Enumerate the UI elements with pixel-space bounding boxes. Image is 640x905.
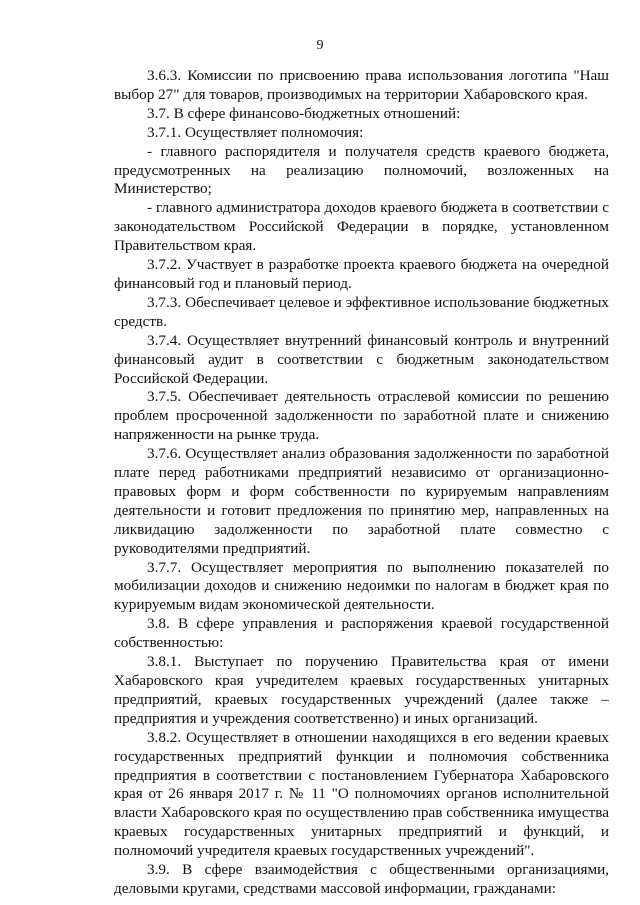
paragraph-3-7-4: 3.7.4. Осуществляет внутренний финансовый контроль и внутренний финансовый аудит в соответствии с бюджетным законодательством Российской Федерации. [114,331,609,387]
paragraph-3-8-2: 3.8.2. Осуществляет в отношении находящихся в его ведении краевых государственных предприятий функции и полномочия собственника предприятия в соответствии с постановлением Губернатора Хабаровского края от 26 января 2017 г. № 11 "О полномочиях органов исполнительной власти Хабаровского края по осуществлению прав собственника имущества краевых государственных унитарных предприятий и функций, и полномочий учредителя краевых государственных учреждений". [114,728,609,860]
paragraph-3-9: 3.9. В сфере взаимодействия с общественными организациями, деловыми кругами, средствами массовой информации, гражданами: [114,861,609,897]
paragraph-3-7-2: 3.7.2. Участвует в разработке проекта краевого бюджета на очередной финансовый год и плановый период. [114,256,609,292]
paragraph-3-7-5: 3.7.5. Обеспечивает деятельность отраслевой комиссии по решению проблем просроченной задолженности по заработной плате и снижению напряженности на рынке труда. [114,388,609,444]
paragraph-3-7-3: 3.7.3. Обеспечивает целевое и эффективное использование бюджетных средств. [114,293,609,330]
paragraph-3-7-7: 3.7.7. Осуществляет мероприятия по выполнению показателей по мобилизации доходов и снижению недоимки по налогам в бюджет края по курируемым видам экономической деятельности. [114,558,609,614]
paragraph-3-7-6: 3.7.6. Осуществляет анализ образования задолженности по заработной плате перед работниками предприятий независимо от организационно-правовых форм и форм собственности по курируемым направлениям деятельности и готовит предложения по принятию мер, направленных на ликвидацию задолженности по заработной плате совместно с руководителями предприятий. [114,445,609,557]
document-body [114,67,609,899]
list-item-chief-spender: - главного распорядителя и получателя средств краевого бюджета, предусмотренных на реализацию полномочий, возложенных на Министерство; [114,142,609,198]
paragraph-3-8-1: 3.8.1. Выступает по поручению Правительства края от имени Хабаровского края учредителем краевых государственных унитарных предприятий, краевых государственных учреждений (далее также – предприятия и учреждения соответственно) и иных организаций. [114,653,609,727]
list-item-chief-administrator: - главного администратора доходов краевого бюджета в соответствии с законодательством Российской Федерации в порядке, установленном Правительством края. [114,199,609,255]
paragraph-3-7-1: 3.7.1. Осуществляет полномочия: [147,123,364,141]
paragraph-3-7: 3.7. В сфере финансово-бюджетных отношений: [147,104,461,122]
paragraph-3-6-3: 3.6.3. Комиссии по присвоению права использования логотипа "Наш выбор 27" для товаров, производимых на территории Хабаровского края. [114,67,609,103]
page-number: 9 [316,38,324,53]
paragraph-3-8: 3.8. В сфере управления и распоряжения краевой государственной собственностью: [114,615,609,652]
